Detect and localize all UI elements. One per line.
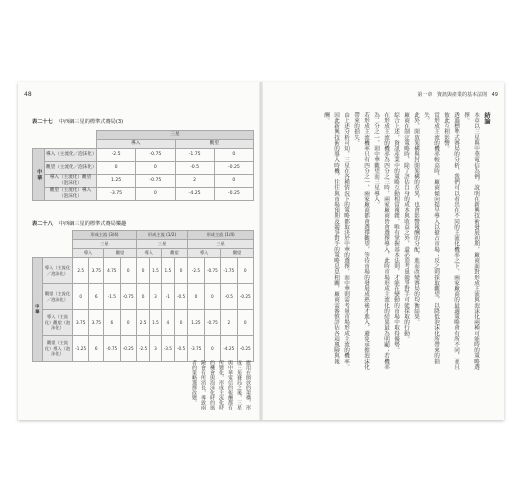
table-cell: -1.5 [104,284,120,310]
body-column: 因此新興技術的導入時機，往往與市場預期及競爭對手的策略息息相關，廠商需審慎評估各項風險與報酬。 [323,112,339,364]
table-cell: 1.5 [150,310,161,336]
table27-side-label: 中華 [33,149,45,201]
table28-col-header: 導入 [136,249,161,258]
table-cell: -0.75 [104,336,120,362]
table27-title: 中西綱三星的標準式賽局(3) [58,119,124,125]
table-cell: 2.5 [136,310,149,336]
table-cell: 0 [136,188,175,201]
table-cell: -3.5 [161,336,174,362]
table-cell: 3 [150,284,161,310]
table-cell: 0 [136,284,149,310]
table28-caption [32,220,126,227]
table-cell: 0 [174,310,187,336]
body-column: 在形成主流的機率為四分之三時，兩家廠商皆會選擇導入，此時市場形成主流化的結果最為明顯；若機率為二分之一，則中華觀望而三星導入。 [373,112,389,370]
table-cell: -0.75 [136,175,175,188]
table-cell: -0.25 [237,284,253,310]
right-page-number: 49 [491,92,498,98]
table28-col-header: 觀望 [104,249,137,258]
table-row [33,175,254,188]
table27 [32,130,254,201]
left-body-text [191,360,252,412]
right-page [261,82,504,420]
table28-col-header: 觀望 [221,249,254,258]
body-column: 本章以三星與中華電信為例，說明在新興技術發展初期，廠商面對形成主流與泡沫化兩種可能時的策略選擇。 [463,112,479,370]
table27-col-header: 觀望 [175,140,254,149]
table-cell: 0 [97,162,136,175]
body-column: 透過標準式賽局的分析，我們可以看出在不同的主流化機率之下，兩家廠商的最適策略會有所不同，並且彼此互相影響。 [443,112,459,370]
row-label: 觀望（主流化）導入（泡沫化） [45,188,97,201]
row-label: 觀望（主流化／泡沫化） [45,162,97,175]
header-chapter: 第一章 [417,92,433,98]
table27-label: 表二十七 [32,119,53,125]
table-cell: -0.25 [237,336,253,362]
table28-group-header: 形成主流 (1/2) [136,231,187,240]
table-cell: 1.5 [150,258,161,284]
row-label: 觀望（主流化）導入（泡沫化） [43,336,73,362]
table28 [32,230,254,362]
table-row [33,284,254,310]
table-cell: -4.25 [221,336,237,362]
table-cell: 4 [161,310,174,336]
table-cell: -0.75 [120,284,136,310]
row-label: 導入（主流化）觀望（泡沫化） [43,310,73,336]
row-label: 導入（主流化／泡沫化） [43,258,73,284]
table-cell: 0 [120,310,136,336]
body-column: 若形成主流機率只有四分之一，兩家廠商都會選擇觀望，等待市場的發展成熟後才進入，避免承擔泡沫化帶來的損失。 [353,112,369,370]
body-column: 由上述分析可知，三星在各種情況下的策略都取決於中華的選擇，而中華則需考量市場形成主流的機率。 [343,112,349,370]
table-row [33,149,254,162]
table-cell: 2.5 [73,258,89,284]
table-cell: 0 [214,175,253,188]
table-cell: -0.5 [175,162,214,175]
table-cell: -0.75 [204,258,220,284]
table-cell: 0 [204,284,220,310]
right-body-text [269,112,491,374]
table-cell: -1.75 [175,149,214,162]
table-cell: 0 [120,258,136,284]
table-cell: -2.5 [188,258,204,284]
table28-label: 表二十八 [32,221,53,227]
table-cell: -0.5 [174,336,187,362]
table28-sub-header: 三星 [73,240,137,249]
open-book [18,82,504,420]
body-column: 應用在開放的架構，形成三角賽局之後，三星與中華電信的報酬都有所變化，形成主流化時的機會與泡沫化時的風險會有所消長，導致兩者的策略選擇改變。 [191,360,251,410]
table-cell: -1.75 [221,258,237,284]
table-cell: 0 [237,310,253,336]
table-cell: -0.75 [204,310,220,336]
table28-group-header: 形成主流 (3/4) [73,231,137,240]
table-cell: 0 [73,284,89,310]
table-row [33,258,254,284]
table-cell: 2 [221,310,237,336]
running-header [414,91,498,98]
table-cell: 6 [89,284,104,310]
table-row [33,310,254,336]
header-title: 資訊與產業的基本法則 [437,92,488,98]
table27-col-header: 導入 [97,140,176,149]
table27-top-header: 三星 [97,131,254,140]
table-cell: 3.75 [73,310,89,336]
body-column: 綜合上述，資訊產業中的策略互動相當複雜，唯有掌握基本法則，才能在變動的市場中取得優勢。 [393,112,399,353]
table-cell: -4.25 [175,188,214,201]
table-cell: 0 [188,284,204,310]
body-column: 此外，開放架構與封閉架構的差異，也會影響報酬的分配，進而改變賽局的均衡結果。 [413,112,419,325]
table28-col-header: 觀望 [161,249,188,258]
table28-side-label: 中華 [33,258,43,362]
table-row [33,162,254,175]
table-cell: 0 [214,149,253,162]
table-row [33,336,254,362]
body-column: 當形成主流的機率較高時，廠商傾向提早導入以搶占市場；反之則採取觀望，以降低泡沫化所帶來的損失。 [423,112,439,364]
table-cell: -0.25 [214,162,253,175]
table-cell: 0 [237,258,253,284]
table-cell: 3 [150,336,161,362]
row-label: 導入（主流化／泡沫化） [45,149,97,162]
table-cell: -2.5 [97,149,136,162]
table-cell: 6 [89,336,104,362]
table-cell: -0.75 [136,149,175,162]
table28-sub-header: 三星 [188,240,254,249]
row-label: 觀望（主流化／泡沫化） [43,284,73,310]
body-column: 廠商在制定策略時，除了評估自身的成本與收益之外，還必須考量競爭對手可能採取的行動。 [403,112,409,342]
table-cell: -3.75 [188,336,204,362]
table-cell: -0.5 [221,284,237,310]
table-cell: 1.25 [97,175,136,188]
table28-sub-header: 三星 [136,240,187,249]
table-cell: 4.75 [104,258,120,284]
section-heading: 結論 [483,112,490,125]
left-page-number: 48 [24,91,32,98]
table-cell: 2 [175,175,214,188]
table-cell: -0.5 [174,284,187,310]
table-cell: -0.25 [120,336,136,362]
table28-title: 中西綱三星的標準式賽局樂趣 [58,221,127,227]
table-cell: 1.5 [161,258,174,284]
table28-col-header: 導入 [188,249,221,258]
table-cell: 3.75 [89,258,104,284]
row-label: 導入（主流化）觀望（泡沫化） [45,175,97,188]
table27-caption [32,118,123,125]
table28-group-header: 形成主流 (1/4) [188,231,254,240]
table-cell: 0 [136,258,149,284]
table-row [33,188,254,201]
table-cell: 3.75 [89,310,104,336]
table-cell: -0.25 [214,188,253,201]
table-cell: 0 [204,336,220,362]
table-cell: 1.25 [188,310,204,336]
table-cell: -3.75 [97,188,136,201]
table-cell: 6 [104,310,120,336]
table-cell: -2.5 [136,336,149,362]
table-cell: 0 [174,258,187,284]
table-cell: -1 [161,284,174,310]
table-cell: -1.25 [73,336,89,362]
table28-col-header: 導入 [73,249,104,258]
table-cell: 0 [136,162,175,175]
left-page [18,82,261,420]
